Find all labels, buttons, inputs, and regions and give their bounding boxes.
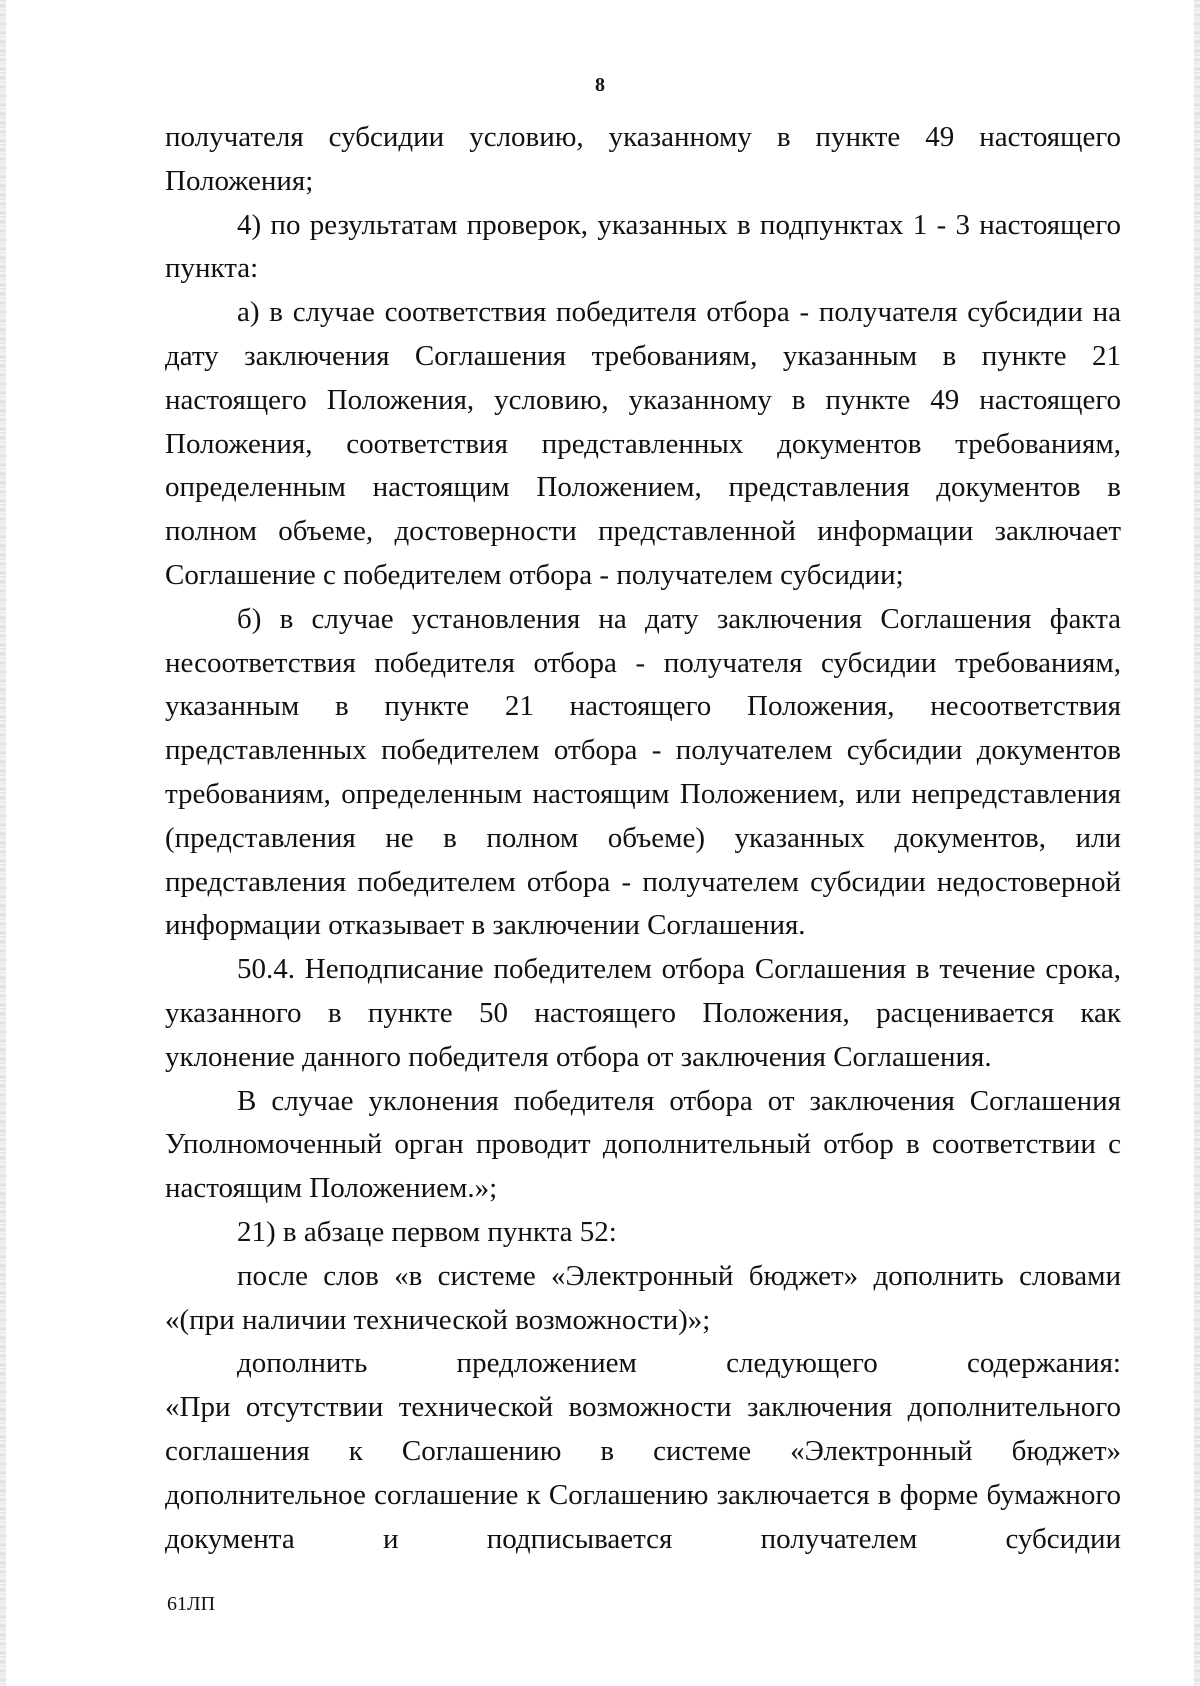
paragraph-subitem-4: 4) по результатам проверок, указанных в подпунктах 1 - 3 настоящего пункта:: [165, 208, 1121, 285]
paragraph-item-21: 21) в абзаце первом пункта 52:: [237, 1215, 617, 1248]
page-number: 8: [595, 74, 605, 96]
paragraph-supplement: дополнить предложением следующего содержания:: [237, 1347, 1121, 1380]
document-body: [165, 116, 1121, 1561]
footer-code: 61ЛП: [167, 1593, 216, 1615]
scan-edge-right: [1194, 0, 1200, 1686]
paragraph-item-50-4: 50.4. Неподписание победителем отбора Соглашения в течение срока, указанного в пункте 50 настоящего Положения, расценивается как уклонение данного победителя отбора от заключения Соглашения.: [165, 953, 1121, 1073]
scan-edge-left: [0, 0, 6, 1686]
paragraph-evasion: В случае уклонения победителя отбора от заключения Соглашения Уполномоченный орган проводит дополнительный отбор в соответствии с настоящим Положением.»;: [165, 1084, 1121, 1205]
paragraph-subitem-a: а) в случае соответствия победителя отбора - получателя субсидии на дату заключения Соглашения требованиям, указанным в пункте 21 настоящего Положения, условию, указанному в пункте 49 настоящего Положения, соответствия представленных документов требованиям, определенным настоящим Положением, представления документов в полном объеме, достоверности представленной информации заключает Соглашение с победителем отбора - получателем субсидии;: [165, 296, 1121, 591]
paragraph-quote: «При отсутствии технической возможности заключения дополнительного соглашения к Соглашению в системе «Электронный бюджет» дополнительное соглашение к Соглашению заключается в форме бумажного документа и подписывается получателем субсидии: [165, 1391, 1121, 1555]
paragraph-continuation: получателя субсидии условию, указанному в пункте 49 настоящего Положения;: [165, 121, 1121, 197]
paragraph-after-words: после слов «в системе «Электронный бюджет» дополнить словами «(при наличии технической возможности)»;: [165, 1259, 1121, 1336]
paragraph-subitem-b: б) в случае установления на дату заключения Соглашения факта несоответствия победителя отбора - получателя субсидии требованиям, указанным в пункте 21 настоящего Положения, несоответствия представленных победителем отбора - получателем субсидии документов требованиям, определенным настоящим Положением, или непредставления (представления не в полном объеме) указанных документов, или представления победителем отбора - получателем субсидии недостоверной информации отказывает в заключении Соглашения.: [165, 602, 1121, 942]
